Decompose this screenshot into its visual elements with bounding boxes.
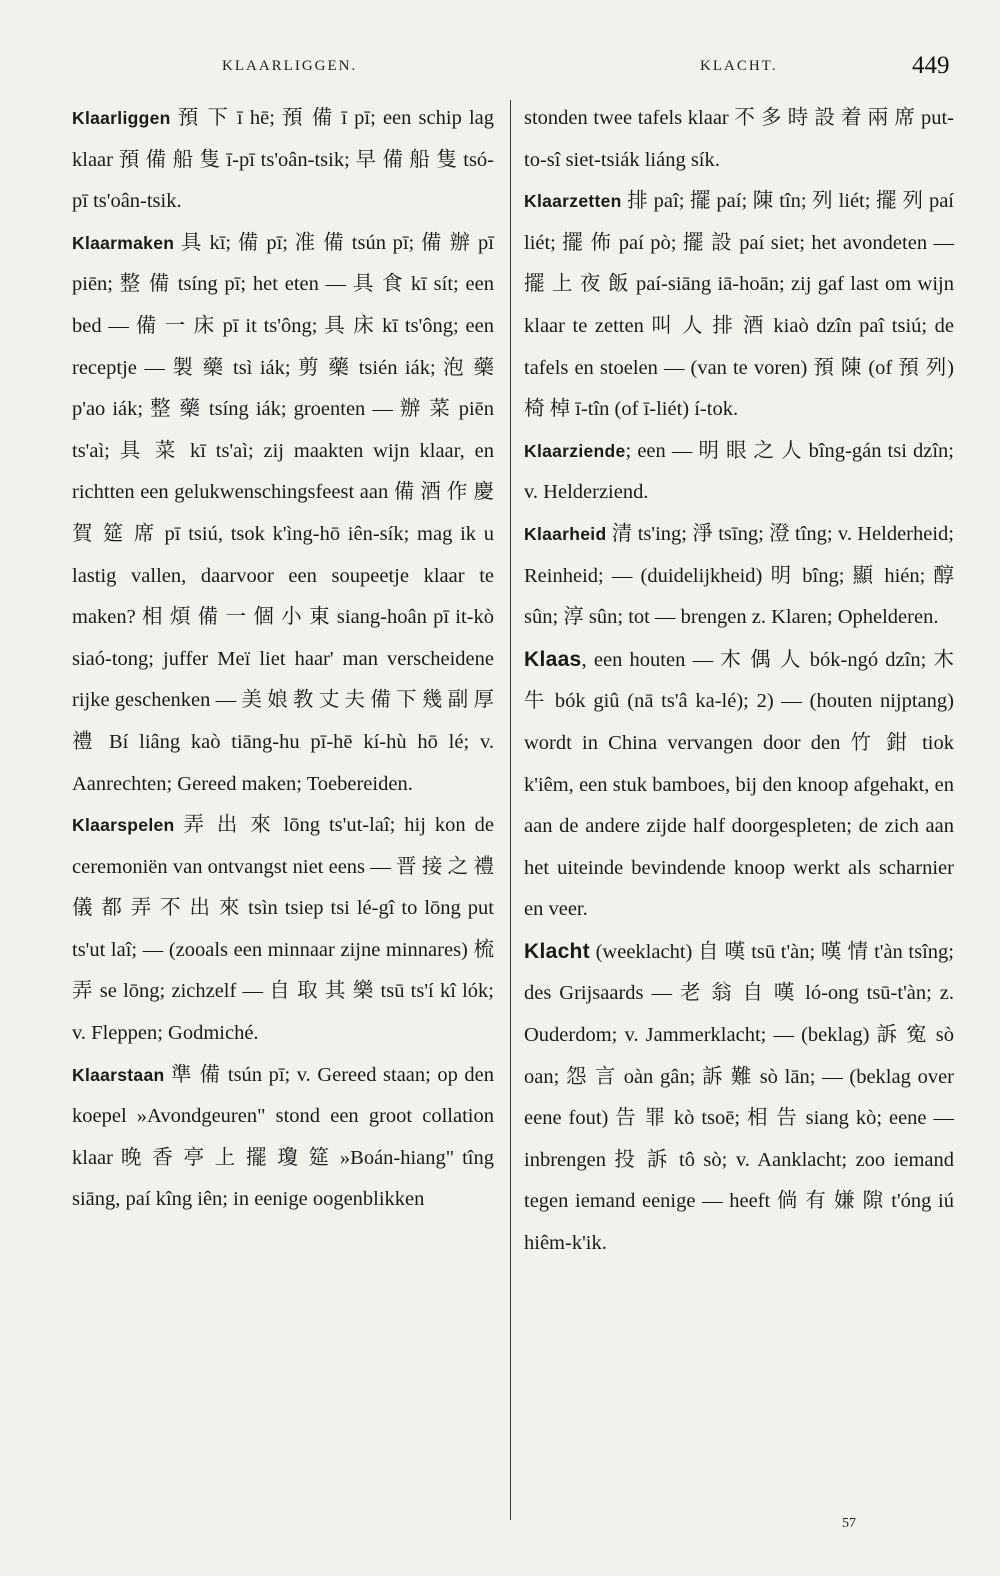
entry-klaarstaan (72, 1055, 494, 1221)
headword: Klaarliggen (72, 108, 171, 128)
entry-text: (weeklacht) 自 嘆 tsū t'àn; 嘆 情 t'àn tsîng; des Grijsaards — 老 翁 自 嘆 ló-ong tsū-t'àn; z. Ouderdom; v. Jammerklacht; — (beklag) 訴 寃 sò oan; 怨 言 oàn gân; 訴 難 sò lān; — (beklag over eene fout) 告 罪 kò tsoē; 相 告 siang kò; eene — inbrengen 投 訴 tô sò; v. Aanklacht; zoo iemand tegen iemand eenige — heeft 倘 有 嫌 隙 t'óng iú hiêm-k'ik. (524, 940, 954, 1255)
headword: Klaas (524, 647, 582, 671)
page-number: 449 (912, 52, 950, 79)
column-divider (510, 100, 511, 1520)
entry-text: , een houten — 木 偶 人 bók-ngó dzîn; 木 牛 bók giû (nā ts'â ka-lé); 2) — (houten nijptang) wordt in China vervangen door den 竹 鉗 tiok k'iêm, een stuk bamboes, bij den knoop afgehakt, en aan de andere zijde half doorgespleten; de zich aan het uiteinde bevindende knoop werkt als scharnier en veer. (524, 648, 954, 921)
entry-klaarspelen (72, 805, 494, 1055)
entry-text: stonden twee tafels klaar 不 多 時 設 着 兩 席 put-to-sî siet-tsiák liáng sík. (524, 107, 954, 171)
entry-text: 預 下 ī hē; 預 備 ī pī; een schip lag klaar 預 備 船 隻 ī-pī ts'oân-tsik; 早 備 船 隻 tsó-pī ts'oân-tsik. (72, 107, 494, 213)
entry-text: 清 ts'ing; 淨 tsīng; 澄 tîng; v. Helderheid; Reinheid; — (duidelijkheid) 明 bîng; 顯 hién; 醇 sûn; 淳 sûn; tot — brengen z. Klaren; Ophelderen. (524, 522, 954, 629)
left-column (72, 98, 494, 1221)
entry-text: ; een — 明 眼 之 人 bîng-gán tsi dzîn; v. Helderziend. (524, 439, 954, 504)
entry-text: 準 備 tsún pī; v. Gereed staan; op den koepel »Avondgeuren" stond een groot collation klaar 晚 香 亭 上 擺 瓊 筵 »Boán-hiang" tîng siāng, paí kîng iên; in eenige oogenblikken (72, 1063, 494, 1211)
entry-klaarziende (524, 431, 954, 514)
entry-klaas (524, 639, 954, 931)
signature-mark: 57 (842, 1516, 856, 1531)
right-column (524, 98, 954, 1265)
entry-klacht (524, 931, 954, 1265)
headword: Klaarstaan (72, 1064, 165, 1085)
running-head-right: KLACHT. (700, 58, 778, 74)
entry-klaarzetten (524, 181, 954, 431)
headword: Klaarspelen (72, 815, 175, 836)
headword: Klaarmaken (72, 232, 175, 253)
entry-text: 弄 出 來 lōng ts'ut-laî; hij kon de ceremoniën van ontvangst niet eens — 晋 接 之 禮 儀 都 弄 不 出 來 tsìn tsiep tsi lé-gî to lōng put ts'ut laî; — (zooals een minnaar zijne minnares) 梳 弄 se lōng; zichzelf — 自 取 其 樂 tsū ts'í kî lók; v. Fleppen; Godmiché. (72, 814, 494, 1045)
headword: Klacht (524, 939, 590, 963)
entry-klaarheid (524, 514, 954, 639)
entry-klaarliggen (72, 98, 494, 223)
headword: Klaarziende (524, 440, 626, 461)
running-head-left: KLAARLIGGEN. (222, 58, 358, 74)
entry-text: 排 paî; 擺 paí; 陳 tîn; 列 liét; 擺 列 paí liét; 擺 佈 paí pò; 擺 設 paí siet; het avondeten — 擺 上 夜 飯 paí-siāng iā-hoān; zij gaf last om wijn klaar te zetten 叫 人 排 酒 kiaò dzîn paî tsiú; de tafels en stoelen — (van te voren) 預 陳 (of 預 列) 椅 棹 ī-tîn (of ī-liét) í-tok. (524, 190, 954, 421)
headword: Klaarheid (524, 523, 607, 544)
headword: Klaarzetten (524, 191, 622, 212)
entry-klaarmaken (72, 223, 494, 805)
entry-text: 具 kī; 備 pī; 准 備 tsún pī; 備 辦 pī piēn; 整 備 tsíng pī; het eten — 具 食 kī sít; een bed — 備 一 床 pī it ts'ông; 具 床 kī ts'ông; een receptje — 製 藥 tsì iák; 剪 藥 tsién iák; 泡 藥 p'ao iák; 整 藥 tsíng iák; groenten — 辦 菜 piēn ts'aì; 具 菜 kī ts'aì; zij maakten wijn klaar, en richtten een gelukwenschingsfeest aan 備 酒 作 慶 賀 筵 席 pī tsiú, tsok k'ìng-hō iên-sík; mag ik u lastig vallen, daarvoor een soupeetje klaar te maken? 相 煩 備 一 個 小 東 siang-hoân pī it-kò siaó-tong; juffer Meï liet haar' man verscheidene rijke geschenken — 美 娘 教 丈 夫 備 下 幾 副 厚 禮 Bí liâng kaò tiāng-hu pī-hē kí-hù hō lé; v. Aanrechten; Gereed maken; Toebereiden. (72, 231, 494, 795)
entry-continuation (524, 98, 954, 181)
